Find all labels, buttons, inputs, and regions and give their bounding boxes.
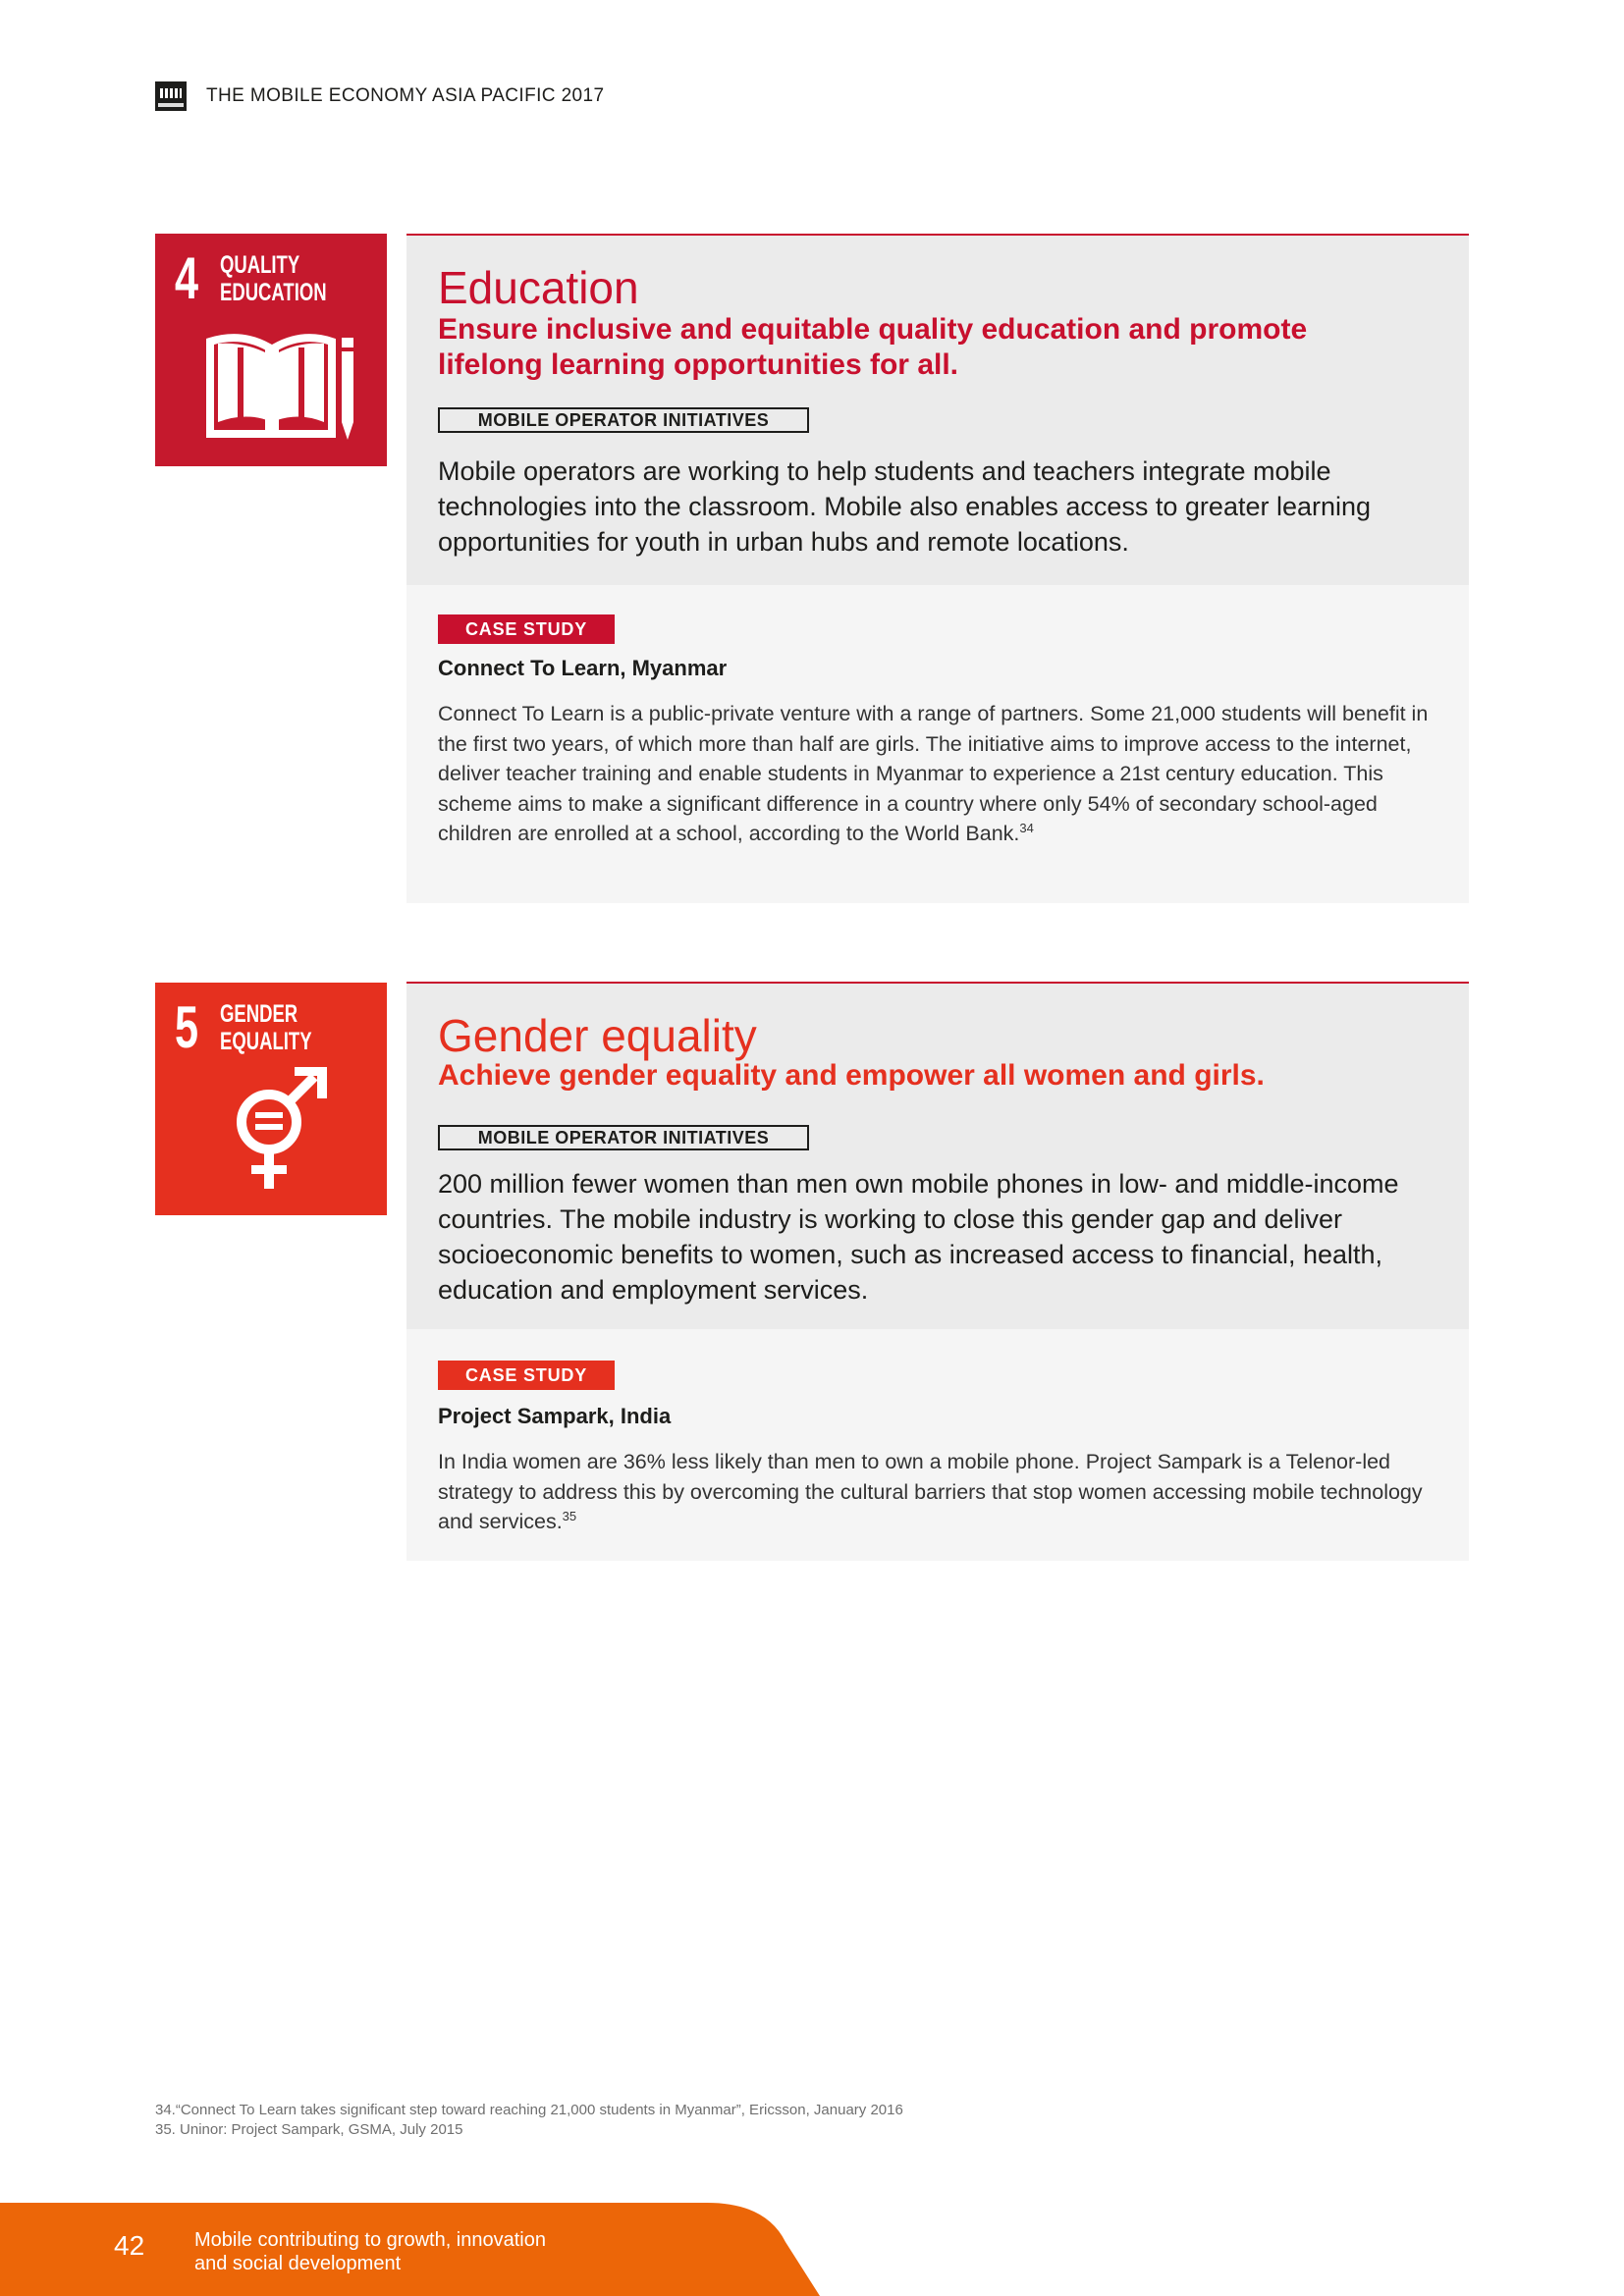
footnote-34: 34.“Connect To Learn takes significant step toward reaching 21,000 students in Myanmar”, Ericsson, January 2016 bbox=[155, 2102, 903, 2118]
gender-case-study-panel bbox=[406, 1329, 1469, 1561]
sdg4-tile bbox=[155, 234, 387, 466]
footnote-ref-34: 34 bbox=[1019, 820, 1034, 835]
footnotes bbox=[155, 2101, 903, 2140]
sdg4-number: 4 bbox=[175, 245, 199, 311]
education-case-study-badge: CASE STUDY bbox=[438, 614, 615, 644]
gender-case-study-title: Project Sampark, India bbox=[438, 1404, 672, 1428]
footnote-ref-35: 35 bbox=[562, 1508, 577, 1523]
sdg4-label: QUALITY EDUCATION bbox=[220, 251, 327, 306]
education-case-study-panel bbox=[406, 585, 1469, 903]
gender-initiatives-panel bbox=[406, 982, 1469, 1329]
sdg5-label: GENDER EQUALITY bbox=[220, 1000, 312, 1055]
gender-subtitle: Achieve gender equality and empower all women and girls. bbox=[438, 1059, 1265, 1092]
education-initiatives-badge: MOBILE OPERATOR INITIATIVES bbox=[438, 407, 809, 433]
gender-symbol-icon bbox=[155, 1067, 387, 1195]
sdg5-number: 5 bbox=[175, 994, 199, 1060]
education-subtitle: Ensure inclusive and equitable quality education and promote lifelong learning opportunities for all. bbox=[438, 313, 1308, 381]
gender-case-study-text: In India women are 36% less likely than men to own a mobile phone. Project Sampark is a Telenor-led strategy to address this by overcoming the cultural barriers that stop women accessing mobile technology and services.$^{35}$ bbox=[438, 1450, 1423, 1533]
education-initiatives-panel bbox=[406, 234, 1469, 585]
education-title: Education bbox=[438, 262, 639, 313]
gsma-logo-icon bbox=[155, 81, 187, 111]
education-case-study-title: Connect To Learn, Myanmar bbox=[438, 656, 728, 680]
footnote-35: 35. Uninor: Project Sampark, GSMA, July 2015 bbox=[155, 2121, 463, 2138]
education-initiatives-text: Mobile operators are working to help students and teachers integrate mobile technologies into the classroom. Mobile also enables access to greater learning opportunities for youth in urban hubs and remote locations. bbox=[438, 456, 1372, 557]
gender-initiatives-text: 200 million fewer women than men own mobile phones in low- and middle-income countries. The mobile industry is working to close this gender gap and deliver socioeconomic benefits to women, such as increased access to financial, health, education and employment services. bbox=[438, 1169, 1399, 1305]
gender-case-study-badge: CASE STUDY bbox=[438, 1361, 615, 1390]
gender-title: Gender equality bbox=[438, 1010, 757, 1061]
footer-section-title: Mobile contributing to growth, innovation and social development bbox=[194, 2229, 546, 2274]
sdg5-tile bbox=[155, 983, 387, 1215]
report-title: THE MOBILE ECONOMY ASIA PACIFIC 2017 bbox=[206, 85, 605, 106]
gender-initiatives-badge: MOBILE OPERATOR INITIATIVES bbox=[438, 1125, 809, 1150]
page-number: 42 bbox=[114, 2230, 145, 2261]
education-case-study-text: Connect To Learn is a public-private venture with a range of partners. Some 21,000 students will benefit in the first two years, of which more than half are girls. The initiative aims to improve access to the internet, deliver teacher training and enable students in Myanmar to experience a 21st century education. This scheme aims to make a significant difference in a country where only 54% of secondary school-aged children are enrolled at a school, according to the World Bank.$^{34}$ bbox=[438, 702, 1429, 845]
book-pencil-icon bbox=[155, 318, 387, 446]
page-header bbox=[155, 80, 604, 112]
